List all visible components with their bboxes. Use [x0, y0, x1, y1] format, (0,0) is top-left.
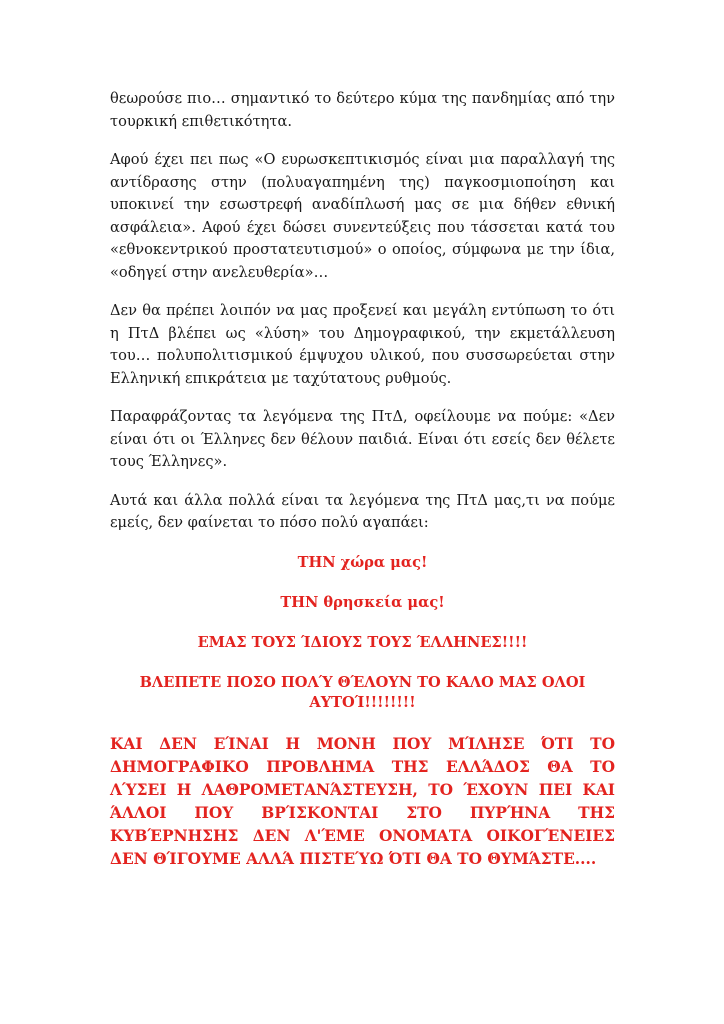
paragraph-pandemic: θεωρούσε πιο… σημαντικό το δεύτερο κύμα της πανδημίας από την τουρκική επιθετικότητα.: [110, 90, 615, 130]
paragraph-demographic: Δεν θα πρέπει λοιπόν να μας προξενεί και μεγάλη εντύπωση το ότι η ΠτΔ βλέπει ως «λύση» του Δημογραφικού, την εκμετάλλευση του… πολυπολιτισμικού έμψυχου υλικού, που συσσωρεύεται στην Ελληνική επικράτεια με ταχύτατους ρυθμούς.: [110, 302, 615, 387]
document-body: [110, 88, 615, 871]
highlight-religion: ΤΗΝ θρησκεία μας!: [280, 593, 445, 611]
closing-statement: ΚΑΙ ΔΕΝ ΕΊΝΑΙ Η ΜΟΝΗ ΠΟΥ ΜΊΛΗΣΕ ΌΤΙ ΤΟ ΔΗΜΟΓΡΑΦΙΚΟ ΠΡΟΒΛΗΜΑ ΤΗΣ ΕΛΛΆΔΟΣ ΘΑ ΤΟ ΛΎΣΕΙ Η ΛΑΘΡΟΜΕΤΑΝΆΣΤΕΥΣΗ, ΤΟ ΈΧΟΥΝ ΠΕΙ ΚΑΙ ΆΛΛΟΙ ΠΟΥ ΒΡΊΣΚΟΝΤΑΙ ΣΤΟ ΠΥΡΉΝΑ ΤΗΣ ΚΥΒΈΡΝΗΣΗΣ ΔΕΝ Λ'ΈΜΕ ΟΝΟΜΑΤΑ ΟΙΚΟΓΈΝΕΙΕΣ ΔΕΝ ΘΊΓΟΥΜΕ ΑΛΛΆ ΠΙΣΤΕΎΩ ΌΤΙ ΘΑ ΤΟ ΘΥΜΆΣΤΕ....: [110, 734, 615, 868]
paragraph-euroscepticism: Αφού έχει πει πως «Ο ευρωσκεπτικισμός είναι μια παραλλαγή της αντίδρασης στην (πολυαγαπημένη της) παγκοσμιοποίηση και υποκινεί την εσωστρεφή αναδίπλωσή μας σε μια δήθεν εθνική ασφάλεια». Αφού έχει δώσει συνεντεύξεις που τάσσεται κατά του «εθνοκεντρικού προστατευτισμού» ο οποίος, σύμφωνα με την ίδια, «οδηγεί στην ανελευθερία»…: [110, 151, 615, 281]
highlight-see-how: ΒΛΕΠΕΤΕ ΠΟΣΟ ΠΟΛΎ ΘΈΛΟΥΝ ΤΟ ΚΑΛΟ ΜΑΣ ΟΛΟΙ ΑΥΤΟΊ!!!!!!!!: [139, 673, 586, 711]
highlight-country: ΤΗΝ χώρα μας!: [297, 553, 428, 571]
highlight-greeks: ΕΜΑΣ ΤΟΥΣ ΊΔΙΟΥΣ ΤΟΥΣ ΈΛΛΗΝΕΣ!!!!: [197, 633, 528, 651]
paragraph-loves: Αυτά και άλλα πολλά είναι τα λεγόμενα της ΠτΔ μας,τι να πούμε εμείς, δεν φαίνεται το πόσο πολύ αγαπάει:: [110, 491, 615, 531]
paragraph-paraphrase: Παραφράζοντας τα λεγόμενα της ΠτΔ, οφείλουμε να πούμε: «Δεν είναι ότι οι Έλληνες δεν θέλουν παιδιά. Είναι ότι εσείς δεν θέλετε τους Έλληνες».: [110, 408, 615, 470]
